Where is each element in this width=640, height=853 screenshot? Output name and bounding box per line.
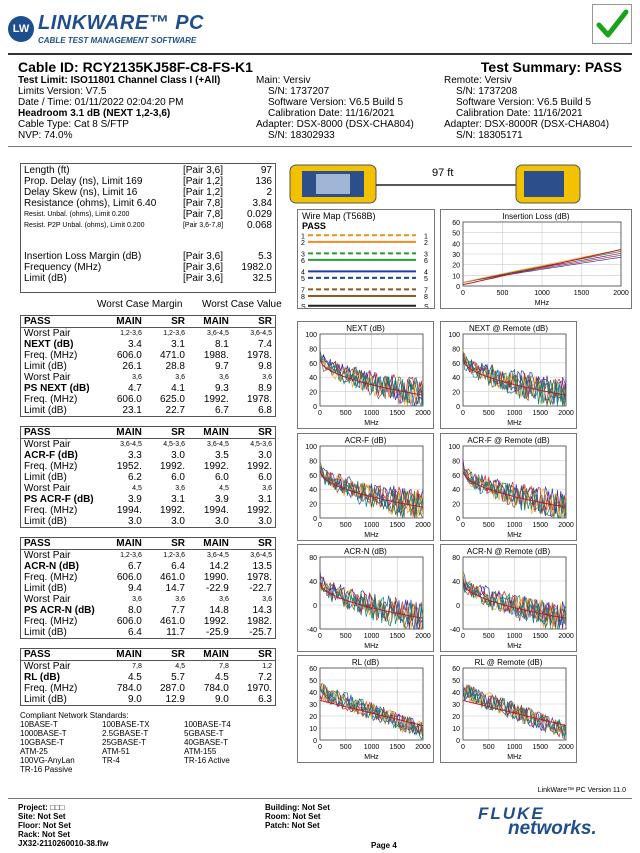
chart-title: RL (dB) [351, 658, 380, 667]
chart-title: ACR-F @ Remote (dB) [467, 436, 550, 445]
worst-pair-row: Worst Pair 3,6-4,5 4,5-3,6 3,6-4,5 4,5-3,6 [24, 439, 272, 450]
y-tick-label: 60 [309, 666, 317, 673]
y-tick-label: 30 [452, 252, 460, 259]
wire-pin-label: 8 [301, 293, 305, 301]
column-header: MAIN [188, 316, 232, 328]
wire-pin-label: 4 [301, 269, 305, 277]
test-info-left [18, 75, 258, 141]
app-title: LINKWARE™ PC [38, 12, 204, 34]
standard-item: 100BASE-T4 [184, 720, 231, 729]
value-row: ACR-F (dB) 3.3 3.0 3.5 3.0 [24, 450, 272, 461]
y-tick-label: 0 [313, 738, 317, 745]
standard-item: ATM-51 [102, 747, 130, 756]
building: Building: Not Set [265, 803, 330, 812]
footer-building [265, 803, 330, 830]
y-tick-label: 10 [452, 726, 460, 733]
wire-pin-label: 4 [424, 269, 428, 277]
pass-check-icon [592, 4, 632, 44]
site: Site: Not Set [18, 812, 66, 821]
frequency-row: Freq. (MHz) 784.0 287.0 784.0 1970. [24, 683, 272, 694]
cable-id: Cable ID: RCY2135KJ58F-C8-FS-K1 [18, 59, 253, 75]
x-axis-label: MHz [507, 754, 522, 761]
x-tick-label: 500 [496, 290, 509, 297]
frequency-row: Freq. (MHz) 606.0 625.0 1992. 1978. [24, 394, 272, 405]
wire-pin-label: 7 [424, 287, 428, 295]
footer-location [18, 803, 108, 848]
standard-item: ATM-155 [184, 747, 217, 756]
y-tick-label: 10 [309, 726, 317, 733]
x-tick-label: 2000 [415, 744, 431, 751]
y-tick-label: 20 [452, 501, 460, 509]
y-tick-label: 10 [452, 273, 460, 281]
main-adapter-serial: S/N: 18302933 [268, 130, 335, 141]
standard-item: TR-16 Passive [20, 765, 73, 774]
measurement-chart [297, 655, 434, 763]
measurement-table [20, 648, 276, 706]
x-tick-label: 1500 [532, 633, 549, 640]
y-tick-label: 0 [313, 516, 317, 523]
test-summary: Test Summary: PASS [480, 59, 622, 75]
column-header: SR [145, 649, 188, 661]
worst-case-margin-head: Worst Case Margin [97, 299, 183, 310]
x-tick-label: 0 [461, 410, 465, 417]
measurement-chart [440, 321, 577, 429]
column-header: SR [145, 538, 188, 550]
chart-title: ACR-F (dB) [344, 436, 387, 445]
remote-adapter-serial: S/N: 18305171 [456, 130, 523, 141]
app-subtitle: CABLE TEST MANAGEMENT SOFTWARE [38, 36, 197, 45]
x-axis-label: MHz [364, 420, 379, 427]
x-tick-label: 1500 [532, 410, 549, 417]
y-tick-label: 40 [452, 241, 460, 249]
column-header: MAIN [101, 316, 145, 328]
y-tick-label: 50 [452, 230, 460, 238]
wire-pin-label: 5 [424, 275, 428, 283]
wire-pin-label: 1 [424, 233, 428, 241]
measurement-chart [440, 433, 577, 541]
chart-title: ACR-N @ Remote (dB) [466, 547, 551, 556]
y-tick-label: 80 [452, 458, 460, 466]
worst-pair-row: Worst Pair 1,2-3,6 1,2-3,6 3,6-4,5 3,6-4,5 [24, 328, 272, 339]
summary-row: Delay Skew (ns), Limit 16 [Pair 1,2] 2 [24, 187, 272, 198]
column-header: MAIN [101, 427, 145, 439]
summary-row: Length (ft) [Pair 3,6] 97 [24, 165, 272, 176]
x-axis-label: MHz [364, 643, 379, 650]
main-serial: S/N: 1737207 [268, 86, 330, 97]
lw-logo-icon: LW [8, 16, 34, 42]
y-tick-label: -40 [449, 627, 460, 634]
compliant-standards [20, 711, 280, 774]
y-tick-label: 40 [309, 375, 317, 383]
wire-map-title: Wire Map (T568B) [302, 211, 376, 221]
standard-item: 1000BASE-T [20, 729, 67, 738]
x-tick-label: 1000 [506, 744, 523, 751]
floor: Floor: Not Set [18, 821, 71, 830]
y-tick-label: 20 [309, 389, 317, 397]
x-tick-label: 1500 [389, 522, 406, 529]
y-tick-label: 40 [452, 375, 460, 383]
x-tick-label: 500 [482, 633, 495, 640]
frequency-row: Freq. (MHz) 1952. 1992. 1992. 1992. [24, 461, 272, 472]
measurement-chart [297, 544, 434, 652]
y-tick-label: 40 [452, 579, 460, 586]
frequency-row: Freq. (MHz) 606.0 471.0 1988. 1978. [24, 350, 272, 361]
frequency-row: Freq. (MHz) 606.0 461.0 1992. 1982. [24, 616, 272, 627]
room: Room: Not Set [265, 812, 321, 821]
y-tick-label: 0 [456, 404, 460, 411]
x-tick-label: 1500 [389, 633, 406, 640]
standard-item: 10BASE-T [20, 720, 58, 729]
y-tick-label: 80 [309, 346, 317, 354]
table-status: PASS [21, 649, 101, 661]
x-tick-label: 0 [461, 290, 465, 297]
x-tick-label: 500 [339, 633, 352, 640]
y-tick-label: 100 [305, 332, 317, 339]
value-row: PS NEXT (dB) 4.7 4.1 9.3 8.9 [24, 383, 272, 394]
y-tick-label: 0 [456, 516, 460, 523]
wire-pin-label: 5 [301, 275, 305, 283]
column-header: MAIN [188, 538, 232, 550]
wire-pin-label: 3 [301, 251, 305, 259]
y-tick-label: 0 [456, 284, 460, 291]
main-calibration: Calibration Date: 11/16/2021 [268, 108, 395, 119]
limit-row: Limit (dB) 6.4 11.7 -25.9 -25.7 [24, 627, 272, 638]
x-tick-label: 2000 [415, 410, 431, 417]
frequency-row: Freq. (MHz) 1994. 1992. 1994. 1992. [24, 505, 272, 516]
chart-title: ACR-N (dB) [344, 547, 387, 556]
wire-pin-label: 2 [424, 239, 428, 247]
project: Project: □□□ [18, 803, 65, 812]
y-tick-label: 0 [456, 603, 460, 610]
x-tick-label: 1000 [506, 522, 523, 529]
worst-pair-row: Worst Pair 3,6 3,6 3,6 3,6 [24, 372, 272, 383]
y-tick-label: 40 [309, 690, 317, 697]
summary-row: Insertion Loss Margin (dB) [Pair 3,6] 5.3 [24, 251, 272, 262]
y-tick-label: 20 [309, 501, 317, 509]
frequency-row: Freq. (MHz) 606.0 461.0 1990. 1978. [24, 572, 272, 583]
rack: Rack: Not Set [18, 830, 71, 839]
standard-item: 5GBASE-T [184, 729, 224, 738]
y-tick-label: 60 [309, 360, 317, 368]
remote-unit: Remote: Versiv [444, 75, 512, 86]
x-tick-label: 1500 [532, 744, 549, 751]
wire-pin-label: 3 [424, 251, 428, 259]
x-tick-label: 0 [318, 522, 322, 529]
column-header: SR [232, 538, 275, 550]
y-tick-label: 60 [452, 360, 460, 368]
standard-item: 10GBASE-T [20, 738, 65, 747]
value-row: PS ACR-N (dB) 8.0 7.7 14.8 14.3 [24, 605, 272, 616]
main-unit: Main: Versiv [256, 75, 311, 86]
column-header: SR [145, 427, 188, 439]
measurement-chart [440, 544, 577, 652]
x-tick-label: 0 [318, 744, 322, 751]
x-tick-label: 500 [482, 744, 495, 751]
standard-item: TR-16 Active [184, 756, 230, 765]
limit-row: Limit (dB) 3.0 3.0 3.0 3.0 [24, 516, 272, 527]
x-tick-label: 1000 [363, 410, 380, 417]
x-tick-label: 0 [461, 633, 465, 640]
x-tick-label: 0 [318, 410, 322, 417]
summary-row: Frequency (MHz) [Pair 3,6] 1982.0 [24, 262, 272, 273]
summary-row: Resist. Unbal. (ohms), Limit 0.200 [Pair 7,8] 0.029 [24, 209, 272, 220]
test-limit: Test Limit: ISO11801 Channel Class I (+All) [18, 75, 221, 86]
standard-item: ATM-25 [20, 747, 48, 756]
x-axis-label: MHz [364, 754, 379, 761]
measurement-chart [297, 321, 434, 429]
y-tick-label: 80 [309, 458, 317, 466]
y-tick-label: 40 [452, 690, 460, 697]
networks-brand: networks. [508, 818, 597, 839]
worst-pair-row: Worst Pair 3,6 3,6 3,6 3,6 [24, 594, 272, 605]
main-software: Software Version: V6.5 Build 5 [268, 97, 404, 108]
x-tick-label: 1000 [363, 744, 380, 751]
cable-type: Cable Type: Cat 8 S/FTP [18, 119, 129, 130]
y-tick-label: 30 [309, 702, 317, 709]
worst-case-value-head: Worst Case Value [202, 299, 282, 310]
wire-map-status: PASS [302, 221, 326, 231]
y-tick-label: 60 [452, 220, 460, 227]
main-unit-info [256, 75, 446, 141]
y-tick-label: 40 [309, 579, 317, 586]
nvp: NVP: 74.0% [18, 130, 73, 141]
fluke-logo [478, 804, 628, 844]
y-tick-label: 20 [309, 714, 317, 721]
limit-row: Limit (dB) 9.0 12.9 9.0 6.3 [24, 694, 272, 705]
x-axis-label: MHz [507, 643, 522, 650]
x-axis-label: MHz [507, 532, 522, 539]
column-header: SR [232, 316, 275, 328]
x-tick-label: 2000 [558, 633, 574, 640]
x-tick-label: 500 [482, 410, 495, 417]
wire-pin-label: 6 [301, 257, 305, 265]
file-name: JX32-2110260010-38.flw [18, 839, 109, 848]
x-axis-label: MHz [534, 300, 550, 307]
measurement-table [20, 537, 276, 639]
y-tick-label: 0 [456, 738, 460, 745]
y-tick-label: 100 [305, 444, 317, 451]
linkware-logo [8, 6, 258, 50]
y-tick-label: 80 [309, 555, 317, 562]
chart-title: NEXT @ Remote (dB) [468, 324, 549, 333]
y-tick-label: 30 [452, 702, 460, 709]
remote-unit-info [444, 75, 634, 141]
table-status: PASS [21, 316, 101, 328]
y-tick-label: 100 [448, 332, 460, 339]
remote-serial: S/N: 1737208 [456, 86, 518, 97]
x-tick-label: 2000 [415, 522, 431, 529]
limit-row: Limit (dB) 6.2 6.0 6.0 6.0 [24, 472, 272, 483]
x-tick-label: 1500 [573, 290, 590, 297]
table-status: PASS [21, 538, 101, 550]
x-tick-label: 500 [339, 744, 352, 751]
tester-diagram [288, 163, 584, 205]
info-divider [8, 146, 632, 147]
main-adapter: Adapter: DSX-8000 (DSX-CHA804) [256, 119, 414, 130]
x-tick-label: 1500 [389, 410, 406, 417]
wire-pin-label: 1 [301, 233, 305, 241]
column-header: SR [145, 316, 188, 328]
limits-version: Limits Version: V7.5 [18, 86, 107, 97]
x-tick-label: 500 [482, 522, 495, 529]
x-tick-label: 2000 [558, 410, 574, 417]
y-tick-label: -40 [306, 627, 317, 634]
worst-pair-row: Worst Pair 7,8 4,5 7,8 1,2 [24, 661, 272, 672]
version-label: LinkWare™ PC Version 11.0 [537, 787, 626, 794]
value-row: RL (dB) 4.5 5.7 4.5 7.2 [24, 672, 272, 683]
y-tick-label: 20 [452, 389, 460, 397]
wire-pin-label: 8 [424, 293, 428, 301]
x-axis-label: MHz [364, 532, 379, 539]
x-tick-label: 2000 [415, 633, 431, 640]
chart-title: NEXT (dB) [346, 324, 385, 333]
x-tick-label: 1000 [506, 633, 523, 640]
chart-title: Insertion Loss (dB) [502, 212, 570, 221]
limit-row: Limit (dB) 26.1 28.8 9.7 9.8 [24, 361, 272, 372]
y-tick-label: 0 [313, 603, 317, 610]
measurement-chart [440, 655, 577, 763]
standard-item: 100VG-AnyLan [20, 756, 75, 765]
value-row: PS ACR-F (dB) 3.9 3.1 3.9 3.1 [24, 494, 272, 505]
y-tick-label: 60 [309, 472, 317, 480]
measurement-table [20, 315, 276, 417]
x-tick-label: 0 [461, 522, 465, 529]
page-number: Page 4 [371, 841, 397, 850]
date-time: Date / Time: 01/11/2022 02:04:20 PM [18, 97, 184, 108]
footer-divider [8, 798, 632, 799]
value-row: ACR-N (dB) 6.7 6.4 14.2 13.5 [24, 561, 272, 572]
x-tick-label: 1500 [532, 522, 549, 529]
column-header: MAIN [188, 427, 232, 439]
y-tick-label: 60 [452, 666, 460, 673]
summary-row: Resist. P2P Unbal. (ohms), Limit 0.200 [Pair 3,6-7,8] 0.068 [24, 220, 272, 231]
fluke-brand: FLUKE [478, 804, 545, 823]
column-header: MAIN [101, 649, 145, 661]
x-tick-label: 0 [461, 744, 465, 751]
table-status: PASS [21, 427, 101, 439]
x-tick-label: 1000 [534, 290, 550, 297]
standards-list [20, 720, 280, 774]
headroom: Headroom 3.1 dB (NEXT 1,2-3,6) [18, 108, 171, 119]
wire-pin-label: 2 [301, 239, 305, 247]
standard-item: 40GBASE-T [184, 738, 229, 747]
x-tick-label: 2000 [558, 744, 574, 751]
x-tick-label: 0 [318, 633, 322, 640]
y-tick-label: 50 [452, 678, 460, 685]
standards-title: Compliant Network Standards: [20, 711, 129, 720]
x-tick-label: 2000 [558, 522, 574, 529]
y-tick-label: 80 [452, 555, 460, 562]
wire-pin-label: S [424, 303, 429, 308]
worst-pair-row: Worst Pair 4,5 3,6 4,5 3,6 [24, 483, 272, 494]
standard-item: TR-4 [102, 756, 120, 765]
column-header: MAIN [188, 649, 232, 661]
y-tick-label: 40 [452, 487, 460, 495]
standard-item: 100BASE-TX [102, 720, 150, 729]
patch: Patch: Not Set [265, 821, 320, 830]
y-tick-label: 80 [452, 346, 460, 354]
summary-box [20, 163, 276, 293]
limit-row: Limit (dB) 23.1 22.7 6.7 6.8 [24, 405, 272, 416]
measurement-chart [440, 209, 632, 309]
standard-item: 2.5GBASE-T [102, 729, 149, 738]
y-tick-label: 50 [309, 678, 317, 685]
remote-calibration: Calibration Date: 11/16/2021 [456, 108, 583, 119]
column-header: MAIN [101, 538, 145, 550]
worst-pair-row: Worst Pair 1,2-3,6 1,2-3,6 3,6-4,5 3,6-4,5 [24, 550, 272, 561]
wire-pin-label: 7 [301, 287, 305, 295]
x-axis-label: MHz [507, 420, 522, 427]
standard-item: 25GBASE-T [102, 738, 147, 747]
y-tick-label: 20 [452, 262, 460, 270]
y-tick-label: 60 [452, 472, 460, 480]
limit-row: Limit (dB) 9.4 14.7 -22.9 -22.7 [24, 583, 272, 594]
wire-pin-label: 6 [424, 257, 428, 265]
column-header: SR [232, 427, 275, 439]
remote-adapter: Adapter: DSX-8000R (DSX-CHA804) [444, 119, 610, 130]
column-header: SR [232, 649, 275, 661]
y-tick-label: 100 [448, 444, 460, 451]
measurement-chart [297, 433, 434, 541]
summary-row: Resistance (ohms), Limit 6.40 [Pair 7,8] 3.84 [24, 198, 272, 209]
remote-software: Software Version: V6.5 Build 5 [456, 97, 592, 108]
x-tick-label: 500 [339, 410, 352, 417]
wire-map [297, 209, 435, 309]
summary-row: Limit (dB) [Pair 3,6] 32.5 [24, 273, 272, 284]
chart-title: RL @ Remote (dB) [474, 658, 543, 667]
summary-row: Prop. Delay (ns), Limit 169 [Pair 1,2] 136 [24, 176, 272, 187]
y-tick-label: 0 [313, 404, 317, 411]
x-tick-label: 500 [339, 522, 352, 529]
y-tick-label: 20 [452, 714, 460, 721]
summary-table [21, 165, 275, 284]
measurement-table [20, 426, 276, 528]
wire-pin-label: S [301, 303, 306, 308]
x-tick-label: 1000 [363, 522, 380, 529]
x-tick-label: 1000 [506, 410, 523, 417]
x-tick-label: 1500 [389, 744, 406, 751]
cable-length-label: 97 ft [432, 167, 454, 179]
x-tick-label: 1000 [363, 633, 380, 640]
header-divider [8, 53, 632, 55]
y-tick-label: 40 [309, 487, 317, 495]
x-tick-label: 2000 [613, 290, 629, 297]
value-row: NEXT (dB) 3.4 3.1 8.1 7.4 [24, 339, 272, 350]
